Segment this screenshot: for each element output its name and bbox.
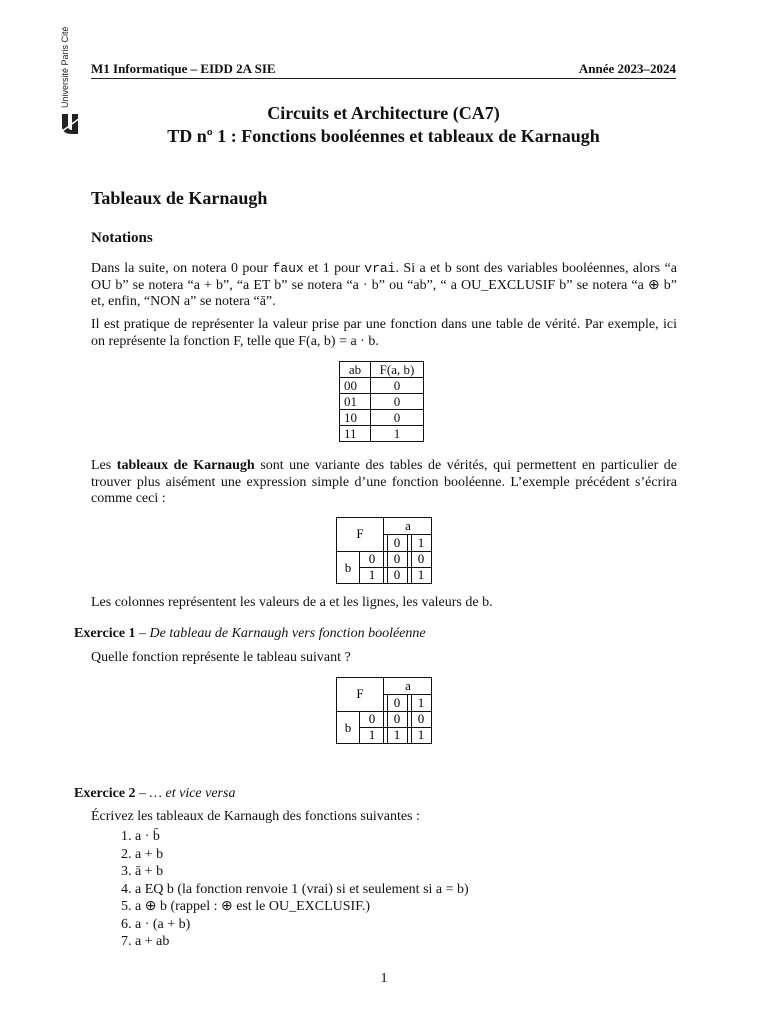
exercise1-heading [74, 626, 426, 642]
kmap1-f-label: F [356, 526, 364, 541]
exercise2-instruction: Écrivez les tableaux de Karnaugh des fonctions suivantes : [91, 809, 420, 824]
kmap1-col-head: 1 [417, 535, 425, 550]
notations-text-a: Dans la suite, on notera 0 pour [91, 261, 273, 276]
exercise2-list [91, 828, 677, 951]
header-year: Année 2023–2024 [578, 61, 676, 76]
exercise2-label: Exercice 2 [74, 786, 136, 801]
kmap2-cell: 1 [417, 727, 425, 742]
truth-table-cell: 0 [371, 410, 424, 426]
faux-keyword: faux [272, 261, 304, 276]
university-logo [58, 26, 84, 136]
page-number: 1 [380, 971, 388, 986]
karnaugh-intro-post: sont une variante des tables de vérités, qui permettent en particulier de trouver plus aisément une expression simple d’une fonction booléenne. L’exemple précédent s’écrira comme ceci : [91, 458, 677, 506]
notations-text-b: et 1 pour [303, 261, 365, 276]
kmap2-col-var: a [405, 678, 411, 693]
kmap1-cell: 0 [393, 551, 401, 566]
exercise1-label: Exercice 1 [74, 626, 136, 641]
truth-table-paragraph: Il est pratique de représenter la valeur prise par une fonction dans une table de vérité. Par exemple, ici on représente la fonction F, telle que F(a, b) = a · b. [91, 317, 677, 349]
kmap2-cell: 0 [417, 711, 425, 726]
kmap1-col-var: a [405, 518, 411, 533]
truth-table-cell: 00 [340, 378, 371, 394]
kmap-note: Les colonnes représentent les valeurs de a et les lignes, les valeurs de b. [91, 595, 493, 610]
kmap1-cell: 0 [417, 551, 425, 566]
truth-table-cell: 11 [340, 426, 371, 442]
kmap1-col-head: 0 [393, 535, 401, 550]
karnaugh-intro-bold: tableaux de Karnaugh [116, 458, 255, 473]
exercise1-title: De tableau de Karnaugh vers fonction booléenne [149, 626, 426, 641]
kmap1-row-var: b [344, 560, 352, 575]
karnaugh-map-1 [336, 517, 432, 589]
kmap2-row-head: 0 [368, 711, 376, 726]
truth-table-cell: 0 [371, 394, 424, 410]
subsection-title: Notations [91, 230, 153, 246]
logo-text: Université Paris Cité [60, 26, 70, 108]
kmap2-row-head: 1 [368, 727, 376, 742]
truth-table-header: F(a, b) [371, 362, 424, 378]
list-item: 3. ā + b [135, 863, 677, 881]
list-item: 7. a + ab [135, 933, 677, 951]
kmap2-cell: 1 [393, 727, 401, 742]
kmap2-col-head: 1 [417, 695, 425, 710]
notations-text-c: . Si a et b sont des variables booléennes, alors “a OU b” se notera “a + b”, “a ET b” se notera “a · b” ou “ab”, “ a OU_EXCLUSIF b” se notera “a ⊕ b” et, enfin, “NON a” se notera “ā”. [91, 261, 677, 309]
list-item: 4. a EQ b (la fonction renvoie 1 (vrai) si et seulement si a = b) [135, 881, 677, 899]
karnaugh-intro-pre: Les [91, 458, 117, 473]
truth-table-cell: 0 [371, 378, 424, 394]
notations-paragraph [91, 261, 677, 311]
kmap1-row-head: 0 [368, 551, 376, 566]
list-item: 1. a · b̄ [135, 828, 677, 846]
header-course: M1 Informatique – EIDD 2A SIE [91, 61, 276, 76]
exercise2-heading [74, 786, 235, 802]
karnaugh-map-2 [336, 677, 432, 749]
section-title: Tableaux de Karnaugh [91, 188, 268, 208]
truth-table-cell: 10 [340, 410, 371, 426]
kmap1-cell: 0 [393, 567, 401, 582]
kmap1-cell: 1 [417, 567, 425, 582]
truth-table [339, 361, 424, 442]
truth-table-header: ab [340, 362, 371, 378]
exercise1-question: Quelle fonction représente le tableau suivant ? [91, 650, 351, 665]
truth-table-cell: 1 [371, 426, 424, 442]
list-item: 2. a + b [135, 846, 677, 864]
karnaugh-intro-paragraph [91, 458, 677, 508]
list-item: 6. a · (a + b) [135, 916, 677, 934]
kmap1-row-head: 1 [368, 567, 376, 582]
kmap2-f-label: F [356, 686, 364, 701]
truth-table-cell: 01 [340, 394, 371, 410]
vrai-keyword: vrai [364, 261, 396, 276]
exercise1-dash: – [135, 626, 150, 641]
doc-subtitle: TD nº 1 : Fonctions booléennes et tableaux de Karnaugh [167, 126, 600, 146]
header-rule [91, 78, 676, 79]
exercise2-title: … et vice versa [149, 786, 236, 801]
kmap2-col-head: 0 [393, 695, 401, 710]
list-item: 5. a ⊕ b (rappel : ⊕ est le OU_EXCLUSIF.) [135, 898, 677, 916]
doc-title: Circuits et Architecture (CA7) [267, 103, 500, 123]
kmap2-row-var: b [344, 720, 352, 735]
exercise2-dash: – [135, 786, 150, 801]
kmap2-cell: 0 [393, 711, 401, 726]
